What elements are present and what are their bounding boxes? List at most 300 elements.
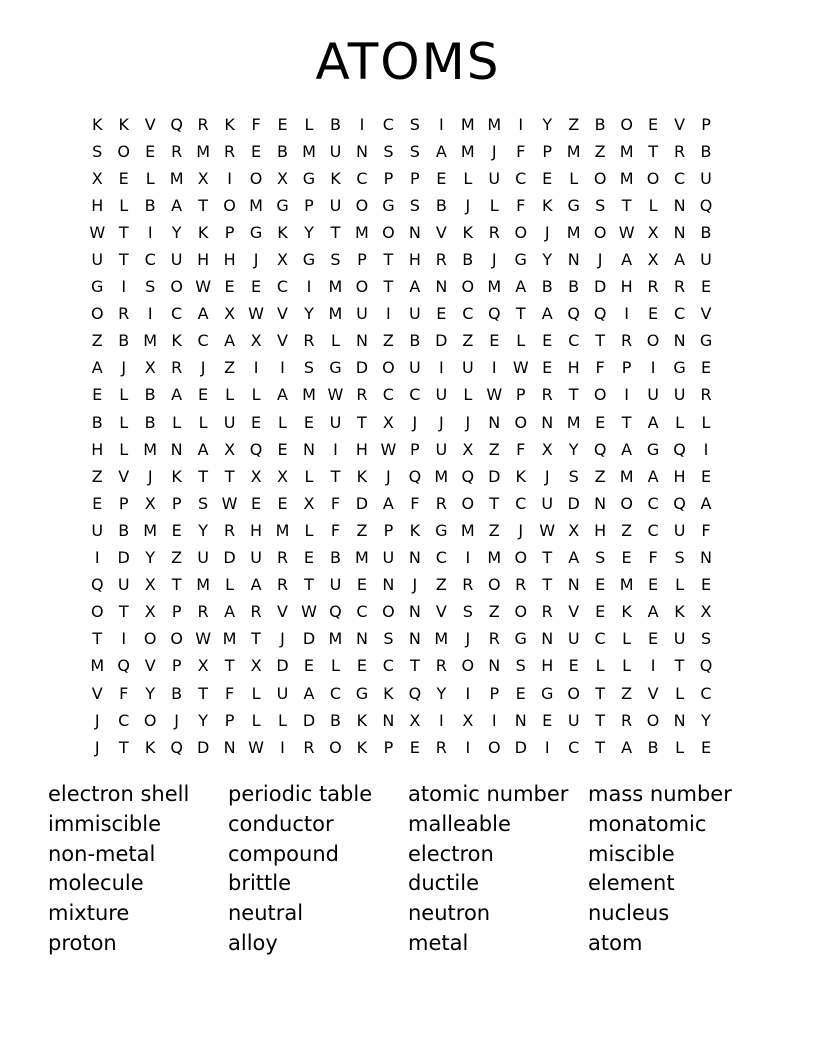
grid-letter: L [622,629,632,649]
grid-letter: J [147,466,153,486]
grid-letter: M [566,141,581,161]
grid-letter: U [329,195,342,215]
grid-letter: G [699,331,713,351]
grid-letter: B [329,710,341,730]
grid-letter: H [620,277,633,297]
word-list-item: neutral [228,901,304,926]
grid-letter: C [673,304,686,324]
grid-letter: H [91,439,104,459]
grid-letter: U [700,168,712,188]
grid-letter: J [465,412,471,432]
grid-row [84,301,746,328]
grid-letter: N [382,710,395,730]
grid-letter: X [250,466,262,486]
grid-letter: D [302,629,316,649]
grid-letter: N [567,575,580,595]
grid-letter: O [487,575,501,595]
grid-letter: K [674,602,685,622]
grid-letter: M [619,466,634,486]
grid-letter: B [700,141,712,161]
grid-letter: C [647,520,659,540]
grid-letter: D [514,737,527,757]
grid-letter: A [515,277,527,297]
grid-letter: Y [198,520,208,540]
grid-letter: T [568,385,579,405]
grid-letter: J [94,737,100,757]
grid-letter: U [276,683,289,703]
grid-letter: F [330,520,341,540]
grid-letter: T [674,656,685,676]
grid-letter: W [195,277,212,297]
grid-letter: M [460,520,475,540]
grid-letter: L [648,195,658,215]
grid-row [84,599,746,626]
grid-letter: A [568,548,580,568]
grid-letter: U [488,168,501,188]
grid-letter: E [595,575,606,595]
grid-letter: L [225,575,235,595]
word-list-item: electron shell [48,782,190,806]
grid-letter: N [673,331,686,351]
grid-letter: I [650,358,656,378]
grid-letter: J [465,629,471,649]
grid-letter: C [568,331,580,351]
grid-letter: C [647,493,659,513]
grid-row [84,192,746,219]
grid-letter: A [435,141,447,161]
grid-letter: O [514,548,528,568]
grid-letter: T [489,493,500,513]
grid-letter: D [302,710,316,730]
grid-letter: B [171,683,183,703]
letter-grid [84,111,746,761]
grid-letter: N [408,222,421,242]
grid-letter: R [197,602,209,622]
grid-letter: R [250,602,262,622]
grid-letter: M [328,277,343,297]
grid-letter: J [544,466,550,486]
grid-letter: I [147,304,153,324]
grid-letter: S [145,277,156,297]
grid-letter: M [328,629,343,649]
grid-letter: T [198,195,208,215]
grid-letter: O [223,195,236,215]
grid-letter: Z [171,548,183,568]
grid-letter: U [673,385,686,405]
grid-letter: J [253,250,259,270]
grid-letter: C [435,548,447,568]
grid-letter: D [117,548,130,568]
grid-letter: C [700,683,712,703]
grid-letter: N [408,602,421,622]
grid-letter: K [462,222,474,242]
grid-letter: E [700,575,712,595]
grid-letter: C [356,168,368,188]
grid-letter: T [648,141,658,161]
grid-letter: Z [568,114,580,134]
word-list-item: alloy [228,930,278,955]
grid-letter: U [329,412,342,432]
grid-letter: S [92,141,103,161]
grid-letter: I [253,358,259,378]
grid-row [84,545,746,572]
grid-letter: J [412,575,418,595]
grid-letter: Q [673,493,686,513]
grid-letter: X [224,439,236,459]
grid-letter: T [198,683,208,703]
grid-letter: N [488,412,501,432]
grid-letter: R [700,385,712,405]
grid-letter: D [488,466,501,486]
grid-letter: C [594,629,606,649]
grid-letter: O [514,222,528,242]
grid-letter: M [249,195,263,215]
grid-letter: M [302,385,316,405]
word-list-item: element [588,871,675,896]
grid-letter: Q [408,683,422,703]
grid-row [84,572,746,599]
grid-letter: J [465,195,471,215]
grid-letter: O [461,656,475,676]
grid-letter: M [355,222,369,242]
grid-letter: S [674,548,685,568]
grid-letter: T [621,412,632,432]
grid-letter: U [170,250,183,270]
grid-letter: Y [542,114,553,134]
grid-letter: R [673,141,686,161]
grid-letter: R [171,358,183,378]
grid-letter: I [491,358,497,378]
grid-letter: I [650,656,656,676]
grid-letter: U [91,520,104,540]
grid-letter: Q [461,466,475,486]
grid-letter: Z [621,683,633,703]
grid-letter: B [409,331,421,351]
grid-letter: A [621,439,633,459]
grid-letter: E [436,304,447,324]
grid-letter: H [91,195,104,215]
grid-letter: L [251,683,261,703]
grid-letter: I [333,439,338,459]
grid-letter: A [224,602,236,622]
grid-letter: G [673,358,686,378]
grid-letter: O [646,710,660,730]
grid-letter: V [568,602,580,622]
grid-letter: E [700,358,712,378]
grid-letter: T [357,412,367,432]
grid-row [84,734,746,761]
grid-letter: P [701,114,711,134]
grid-letter: Z [488,520,500,540]
grid-letter: O [514,602,528,622]
grid-letter: E [648,629,659,649]
grid-letter: Z [488,439,500,459]
grid-letter: G [276,195,289,215]
grid-letter: Y [145,548,156,568]
grid-letter: L [622,656,632,676]
grid-letter: F [119,683,129,703]
grid-letter: E [700,737,712,757]
grid-letter: Z [594,466,606,486]
grid-letter: V [277,304,288,324]
word-list-item: nucleus [588,901,670,926]
grid-letter: L [463,168,473,188]
grid-letter: B [329,114,341,134]
grid-letter: N [355,141,368,161]
grid-letter: A [647,602,659,622]
grid-letter: R [197,114,209,134]
grid-letter: X [700,602,712,622]
grid-letter: Z [91,466,103,486]
grid-letter: E [250,141,262,161]
grid-letter: A [674,250,686,270]
grid-letter: H [541,656,554,676]
grid-letter: I [280,737,285,757]
grid-letter: I [544,737,550,757]
grid-letter: X [462,710,474,730]
grid-letter: S [330,250,341,270]
grid-letter: E [621,548,632,568]
grid-letter: T [330,222,341,242]
grid-letter: R [488,629,500,649]
grid-letter: V [144,656,156,676]
word-list [48,780,768,959]
word-list-item: proton [48,930,117,955]
grid-letter: N [435,277,448,297]
grid-letter: V [674,114,686,134]
grid-letter: K [356,737,368,757]
grid-letter: T [171,575,182,595]
grid-letter: F [224,683,235,703]
grid-letter: W [89,222,106,242]
grid-letter: L [119,385,129,405]
grid-letter: R [224,141,236,161]
grid-letter: I [703,439,709,459]
grid-letter: K [118,114,129,134]
grid-letter: E [303,548,315,568]
grid-letter: M [328,304,343,324]
grid-letter: E [489,331,500,351]
grid-letter: T [409,656,420,676]
word-list-item: ductile [408,871,480,896]
grid-letter: R [515,575,527,595]
grid-letter: M [169,168,184,188]
grid-letter: O [170,629,183,649]
grid-letter: A [700,493,712,513]
grid-letter: W [539,520,556,540]
grid-letter: V [700,304,712,324]
grid-letter: T [118,250,129,270]
grid-letter: T [224,656,235,676]
grid-letter: Q [170,737,183,757]
grid-letter: V [435,222,447,242]
grid-letter: C [329,683,342,703]
grid-letter: W [248,304,264,324]
grid-letter: M [460,114,475,134]
grid-letter: U [541,493,554,513]
grid-letter: M [619,575,634,595]
grid-letter: T [383,250,394,270]
grid-letter: R [276,548,289,568]
grid-letter: I [306,277,312,297]
grid-letter: Y [568,439,579,459]
grid-letter: K [330,168,341,188]
grid-letter: T [595,710,606,730]
grid-letter: R [541,602,553,622]
grid-row [84,707,746,734]
grid-letter: H [223,250,236,270]
grid-letter: Y [145,683,156,703]
grid-letter: Z [435,575,447,595]
grid-letter: B [700,222,712,242]
grid-letter: Q [329,602,342,622]
grid-letter: F [410,493,420,513]
grid-letter: J [518,520,524,540]
grid-letter: Q [699,195,713,215]
grid-letter: J [491,141,497,161]
word-list-item: electron [408,841,494,866]
grid-letter: C [382,656,394,676]
grid-letter: R [435,737,447,757]
grid-letter: J [597,250,603,270]
grid-letter: P [383,168,394,188]
grid-letter: M [434,629,449,649]
grid-letter: M [566,412,581,432]
grid-letter: T [542,548,553,568]
grid-letter: E [595,602,606,622]
grid-letter: N [514,710,527,730]
grid-letter: U [647,385,659,405]
grid-letter: C [409,385,421,405]
grid-letter: L [278,412,287,432]
grid-letter: U [91,250,104,270]
grid-letter: O [567,683,580,703]
grid-letter: L [675,737,684,757]
grid-letter: J [544,222,550,242]
grid-letter: L [198,412,208,432]
grid-letter: W [195,629,212,649]
grid-letter: T [515,304,526,324]
grid-letter: X [224,304,236,324]
grid-letter: S [700,629,712,649]
grid-letter: G [249,222,263,242]
word-list-item: molecule [48,871,144,896]
grid-letter: L [330,331,340,351]
grid-letter: B [329,548,341,568]
grid-letter: M [487,114,502,134]
grid-letter: B [462,250,474,270]
grid-letter: L [569,168,579,188]
grid-letter: P [171,656,182,676]
grid-letter: E [542,331,553,351]
grid-letter: K [277,222,288,242]
grid-row [84,490,746,517]
grid-letter: X [409,710,421,730]
grid-letter: E [303,656,315,676]
grid-letter: X [462,439,474,459]
grid-letter: R [673,277,686,297]
grid-letter: V [277,602,288,622]
grid-letter: O [90,602,104,622]
grid-letter: W [221,493,238,513]
grid-letter: S [409,114,420,134]
word-list-item: atomic number [408,782,569,806]
grid-letter: N [303,439,315,459]
grid-letter: U [382,548,395,568]
grid-letter: Y [304,304,314,324]
grid-letter: I [227,168,232,188]
grid-letter: N [355,331,368,351]
grid-letter: F [516,141,526,161]
grid-letter: P [410,439,420,459]
grid-letter: E [145,141,156,161]
grid-letter: E [250,277,262,297]
grid-letter: L [489,195,499,215]
grid-letter: M [487,277,502,297]
grid-letter: Z [594,141,606,161]
grid-letter: J [412,412,418,432]
grid-letter: E [595,412,606,432]
grid-letter: G [646,439,660,459]
grid-letter: O [593,222,607,242]
grid-letter: W [512,358,529,378]
grid-letter: F [701,520,711,540]
grid-letter: A [277,385,288,405]
word-list-item: mass number [588,782,732,806]
grid-letter: U [700,250,712,270]
grid-letter: B [118,331,130,351]
word-list-item: atom [588,930,643,955]
grid-row [84,517,746,544]
grid-letter: I [121,277,127,297]
grid-letter: I [438,710,444,730]
grid-letter: P [542,141,553,161]
grid-letter: L [675,575,684,595]
grid-letter: J [491,250,497,270]
grid-letter: B [594,114,606,134]
grid-letter: F [516,195,526,215]
word-list-item: conductor [228,811,334,836]
grid-letter: G [355,683,369,703]
grid-letter: T [118,602,129,622]
grid-letter: T [595,737,606,757]
grid-letter: A [91,358,103,378]
grid-letter: B [541,277,553,297]
word-list-item: malleable [408,811,511,836]
grid-letter: O [249,168,263,188]
word-list-item: periodic table [228,782,373,806]
grid-letter: U [673,629,686,649]
grid-letter: L [119,439,129,459]
grid-letter: P [621,358,632,378]
page-title: ATOMS [315,33,501,91]
grid-letter: K [197,222,209,242]
grid-letter: A [197,304,209,324]
grid-letter: E [648,114,659,134]
grid-letter: A [171,195,183,215]
grid-letter: T [224,466,235,486]
grid-letter: E [277,439,288,459]
grid-letter: H [673,466,686,486]
grid-letter: N [408,629,421,649]
grid-letter: E [198,385,209,405]
grid-letter: E [92,493,103,513]
grid-letter: Q [249,439,263,459]
grid-letter: M [619,168,634,188]
grid-letter: K [91,114,103,134]
grid-letter: K [383,683,394,703]
grid-letter: F [330,493,341,513]
